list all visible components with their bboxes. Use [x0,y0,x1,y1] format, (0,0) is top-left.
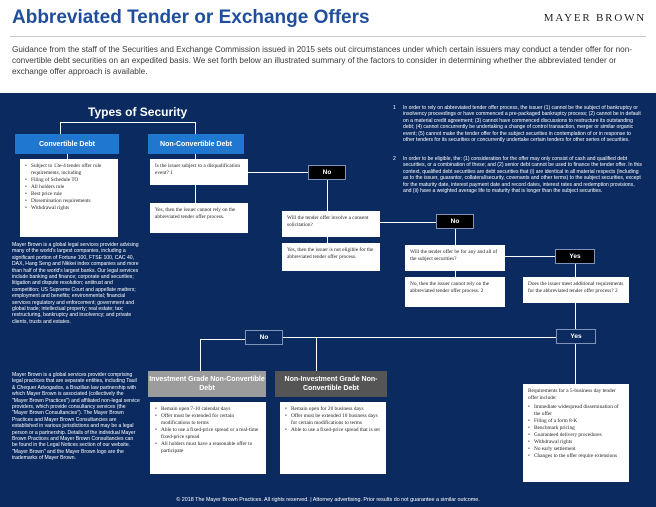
footer: © 2018 The Mayer Brown Practices. All rights reserved. | Attorney advertising. Prior results do not guarantee a similar outcome. [0,492,656,507]
answer-yes-consent: Yes, then the issuer is not eligible for the abbreviated tender offer process. [282,243,380,271]
five-day-offer-requirements [523,384,629,482]
answer-no-badge: No [308,165,346,180]
convertible-debt-header: Convertible Debt [15,134,119,154]
requirement-item: • All holders must have a reasonable offer to participate [155,441,261,455]
connector [575,303,576,329]
footnote-number: 1 [393,105,396,111]
about-mayer-brown: Mayer Brown is a global legal services provider advising many of the world's largest companies, including a significant portion of Fortune 100, FTSE 100, CAC 40, DAX, Hang Seng and Nikkei index companies and more than half of the world's largest banks. Our legal services include banking and finance; corporate and securities; litigation and dispute resolution; antitrust and competition; US Supreme Court and appellate matters; employment and benefits; environmental; financial services regulatory and enforcement; government and global trade; intellectual property; real estate; tax; restructuring, bankruptcy and insolvency; and private clients, trusts and estates. [12,242,139,325]
requirement-item: • Benchmark pricing [528,425,624,432]
non-investment-grade-label: Non-Investment Grade Non-Convertible Debt [284,376,378,392]
requirement-item: • Best price rule [25,191,113,198]
convertible-debt-requirements [20,159,118,237]
connector [316,337,317,371]
non-investment-grade-requirements [280,402,386,474]
page-title: Abbreviated Tender or Exchange Offers [12,7,370,28]
footnote-number: 2 [393,156,396,162]
about-mayer-brown-practices: Mayer Brown is a global services provider comprising legal practices that are separate entities, including Tauil & Chequer Advogados, a Brazilian law partnership with which Mayer Brown is associated (collectively the "Mayer Brown Practices") and affiliated non-legal service providers, which provide consultancy services (the "Mayer Brown Consultancies"). The Mayer Brown Practices and Mayer Brown Consultancies are established in various jurisdictions and may be a legal person or a partnership. Details of the individual Mayer Brown Practices and Mayer Brown Consultancies can be found in the Legal Notices section of our website. "Mayer Brown" and the Mayer Brown logo are the trademarks of Mayer Brown. [12,372,140,462]
connector [380,222,436,223]
requirement-item: • Withdrawal rights [528,439,624,446]
investment-grade-header [148,371,266,397]
panel-title: Types of Security [88,105,188,119]
header [0,0,656,42]
question-additional-requirements: Does the issuer meet additional requirements for the abbreviated tender offer process? 2 [523,277,629,303]
diagram-panel [0,93,656,492]
investment-grade-label: Investment Grade Non-Convertible Debt [149,376,265,392]
question-any-and-all: Will the tender offer be for any and all of the subject securities? [405,245,505,271]
connector [60,122,61,134]
question-consent-solicitation: Will the tender offer involve a consent solicitation? [282,211,380,237]
footnote-text: In order to be eligible, the: (1) consideration for the offer may only consist of cash and qualified debt securities, or a combination of these; and (2) senior debt cannot be used to finance the tender offer. In this context, qualified debt securities are debt securities that (i) are identical in all material respects (including as to the issuer, guarantor, collateral/security, covenants and other terms) to the subject securities, except for the maturity date, interest payment date and record dates, interest rates and redemption provisions, and (ii) have a weighted average life to maturity that is longer than the subject securities. [403,156,642,195]
requirement-item: • Guaranteed delivery procedures [528,432,624,439]
connector [327,180,328,211]
requirement-item: • Filing of a form 8-K [528,418,624,425]
connector [455,229,456,245]
non-convertible-debt-header: Non-Convertible Debt [148,134,244,154]
requirement-item: • Remain open for 20 business days [285,406,381,413]
requirement-item: • Filing of Schedule TO [25,177,113,184]
connector [575,264,576,277]
intro-paragraph: Guidance from the staff of the Securities and Exchange Commission issued in 2015 sets out circumstances under which certain issuers may conduct a tender offer for non-convertible debt securities on an expedited basis. We set forth below an illustrated summary of the factors to consider in determining whether the abbreviated tender or exchange offer approach is available. [12,45,632,76]
requirement-item: • Able to use a fixed-price spread or a real-time fixed-price spread [155,427,261,441]
answer-no-badge: No [436,214,474,229]
requirement-item: • Dissemination requirements [25,198,113,205]
requirement-item: • Able to use a fixed-price spread that is set [285,427,381,434]
requirement-item: • Immediate widespread dissemination of the offer [528,404,624,418]
connector [283,337,556,338]
requirement-item: • Offer must be extended 10 business days for certain modifications to terms [285,413,381,427]
answer-no-badge: No [245,330,283,345]
connector [248,172,308,173]
requirement-item: • Subject to 13e-4 tender offer rule requirements, including [25,163,113,177]
investment-grade-requirements [150,402,266,474]
answer-yes-disqualified: Yes, then the issuer cannot rely on the abbreviated tender offer process. [150,203,248,233]
footnote-2 [393,156,643,212]
panel-title-underline [60,122,195,123]
answer-yes-badge: Yes [556,329,596,344]
non-investment-grade-header [275,371,387,397]
requirement-item: • Withdrawal rights [25,205,113,212]
connector [575,344,576,384]
question-disqualification: Is the issuer subject to a disqualification event? 1 [150,159,248,185]
connector [505,256,555,257]
requirement-item: • Offer must be extended for certain modifications to terms [155,413,261,427]
requirement-item: • Remain open 7-10 calendar days [155,406,261,413]
footnote-1 [393,105,643,155]
requirement-item: • All holders rule [25,184,113,191]
requirement-item: • Changes to the offer require extensions [528,453,624,460]
footnote-text: In order to rely on abbreviated tender offer process, the issuer (1) cannot be the subject of bankruptcy or insolvency proceedings or have commenced a pre-packaged bankruptcy process; (2) cannot be in default on a material credit agreement; (3) cannot have commenced discussions to restructure its outstanding debt; (4) cannot concurrently be undertaking a change of control transaction, merger or similar organic event; (5) cannot make the tender offer for the subject securities in contemplation of or in response to other tenders for its securities or concurrently undertake certain tenders for other series of securities. [403,105,641,144]
connector [195,122,196,134]
connector [195,185,196,203]
five-day-heading: Requirements for a 5-business day tender offer include: [528,388,616,401]
brand-logo: MAYER BROWN [543,12,646,24]
answer-no-any-and-all: No, then the issuer cannot rely on the abbreviated tender offer process. 2 [405,277,505,307]
connector [200,339,201,371]
answer-yes-badge: Yes [555,249,595,264]
requirement-item: • No early settlement [528,446,624,453]
header-divider [10,36,646,37]
